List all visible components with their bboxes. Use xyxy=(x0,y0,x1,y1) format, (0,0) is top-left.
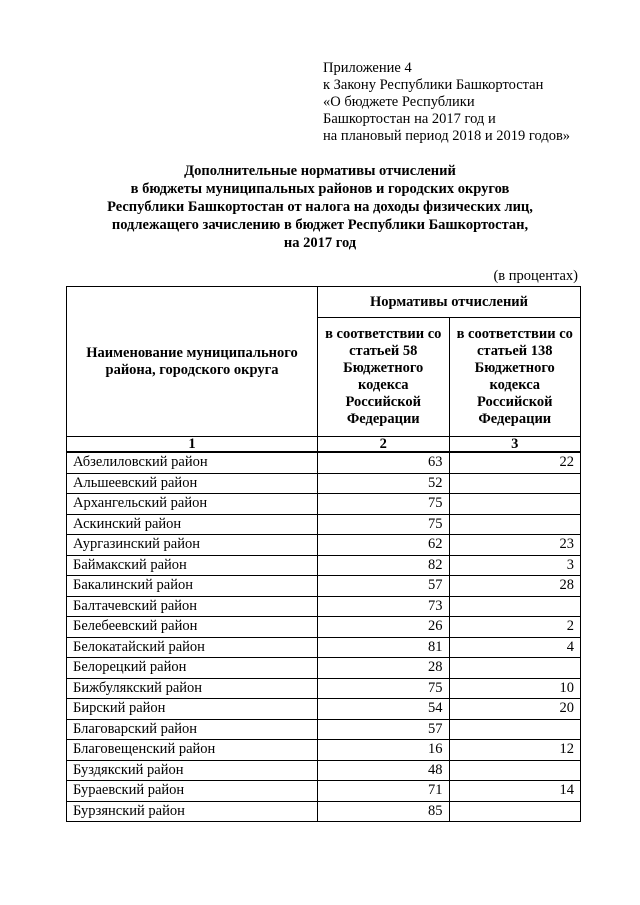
district-name: Аскинский район xyxy=(67,514,318,535)
table-row xyxy=(67,637,581,658)
appendix-line: на плановый период 2018 и 2019 годов» xyxy=(323,128,571,144)
title-line: в бюджеты муниципальных районов и городских округов xyxy=(130,181,510,197)
table-row xyxy=(67,452,581,473)
table-row xyxy=(67,596,581,617)
norm-art58: 57 xyxy=(318,719,450,740)
table-row xyxy=(67,576,581,597)
norm-art138: 28 xyxy=(449,576,581,597)
title-line: Дополнительные нормативы отчислений xyxy=(184,163,456,179)
norm-art138: 14 xyxy=(449,781,581,802)
norm-art138: 4 xyxy=(449,637,581,658)
norm-art138: 10 xyxy=(449,678,581,699)
district-name: Балтачевский район xyxy=(67,596,318,617)
table-row xyxy=(67,678,581,699)
table-row xyxy=(67,740,581,761)
table-row xyxy=(67,473,581,494)
district-name: Благоварский район xyxy=(67,719,318,740)
col-number: 2 xyxy=(318,437,450,453)
col-number: 3 xyxy=(449,437,581,453)
norm-art58: 81 xyxy=(318,637,450,658)
norm-art58: 62 xyxy=(318,535,450,556)
table-row xyxy=(67,699,581,720)
district-name: Белебеевский район xyxy=(67,617,318,638)
table-row xyxy=(67,781,581,802)
appendix-line: «О бюджете Республики xyxy=(323,94,475,110)
table-row xyxy=(67,535,581,556)
district-name: Бураевский район xyxy=(67,781,318,802)
district-name: Аургазинский район xyxy=(67,535,318,556)
norm-art58: 57 xyxy=(318,576,450,597)
norm-art58: 71 xyxy=(318,781,450,802)
norm-art138 xyxy=(449,801,581,822)
norm-art138: 12 xyxy=(449,740,581,761)
table-row xyxy=(67,514,581,535)
norm-art58: 75 xyxy=(318,514,450,535)
norm-art138: 20 xyxy=(449,699,581,720)
norm-art138 xyxy=(449,760,581,781)
table-row xyxy=(67,801,581,822)
district-name: Белорецкий район xyxy=(67,658,318,679)
norm-art58: 16 xyxy=(318,740,450,761)
norm-art138: 23 xyxy=(449,535,581,556)
district-name: Белокатайский район xyxy=(67,637,318,658)
norm-art58: 26 xyxy=(318,617,450,638)
unit-label: (в процентах) xyxy=(493,268,578,284)
title-line: подлежащего зачислению в бюджет Республики Башкортостан, xyxy=(111,217,529,233)
norm-art138 xyxy=(449,494,581,515)
appendix-line: Башкортостан на 2017 год и xyxy=(323,111,496,127)
norm-art138: 3 xyxy=(449,555,581,576)
district-name: Абзелиловский район xyxy=(67,452,318,473)
district-name: Бирский район xyxy=(67,699,318,720)
norm-art138 xyxy=(449,658,581,679)
norm-art58: 75 xyxy=(318,678,450,699)
norm-art138: 2 xyxy=(449,617,581,638)
norm-art58: 63 xyxy=(318,452,450,473)
table-row xyxy=(67,760,581,781)
title-line: на 2017 год xyxy=(283,235,357,251)
norm-art138: 22 xyxy=(449,452,581,473)
norm-art58: 82 xyxy=(318,555,450,576)
norm-art138 xyxy=(449,719,581,740)
norm-art58: 85 xyxy=(318,801,450,822)
norm-art58: 48 xyxy=(318,760,450,781)
header-col3: в соответствии со статьей 138 Бюджетного кодекса Российской Федерации xyxy=(449,318,581,437)
district-name: Бакалинский район xyxy=(67,576,318,597)
header-group: Нормативы отчислений xyxy=(318,287,581,318)
norm-art58: 28 xyxy=(318,658,450,679)
table-row xyxy=(67,617,581,638)
norm-art58: 75 xyxy=(318,494,450,515)
district-name: Бижбулякский район xyxy=(67,678,318,699)
district-name: Благовещенский район xyxy=(67,740,318,761)
document-title xyxy=(60,162,580,252)
title-line: Республики Башкортостан от налога на доходы физических лиц, xyxy=(107,199,533,215)
norm-art58: 54 xyxy=(318,699,450,720)
norm-art58: 52 xyxy=(318,473,450,494)
col-number: 1 xyxy=(67,437,318,453)
district-name: Альшеевский район xyxy=(67,473,318,494)
norms-table xyxy=(66,286,581,822)
header-col2: в соответствии со статьей 58 Бюджетного кодекса Российской Федерации xyxy=(318,318,450,437)
table-row xyxy=(67,555,581,576)
norm-art138 xyxy=(449,596,581,617)
district-name: Архангельский район xyxy=(67,494,318,515)
appendix-line: Приложение 4 xyxy=(323,60,412,76)
district-name: Буздякский район xyxy=(67,760,318,781)
appendix-reference xyxy=(323,60,570,145)
norm-art58: 73 xyxy=(318,596,450,617)
table-row xyxy=(67,658,581,679)
appendix-line: к Закону Республики Башкортостан xyxy=(323,77,544,93)
table-row xyxy=(67,719,581,740)
norm-art138 xyxy=(449,473,581,494)
district-name: Баймакский район xyxy=(67,555,318,576)
table-row xyxy=(67,494,581,515)
header-name: Наименование муниципального района, городского округа xyxy=(67,287,318,437)
district-name: Бурзянский район xyxy=(67,801,318,822)
norm-art138 xyxy=(449,514,581,535)
